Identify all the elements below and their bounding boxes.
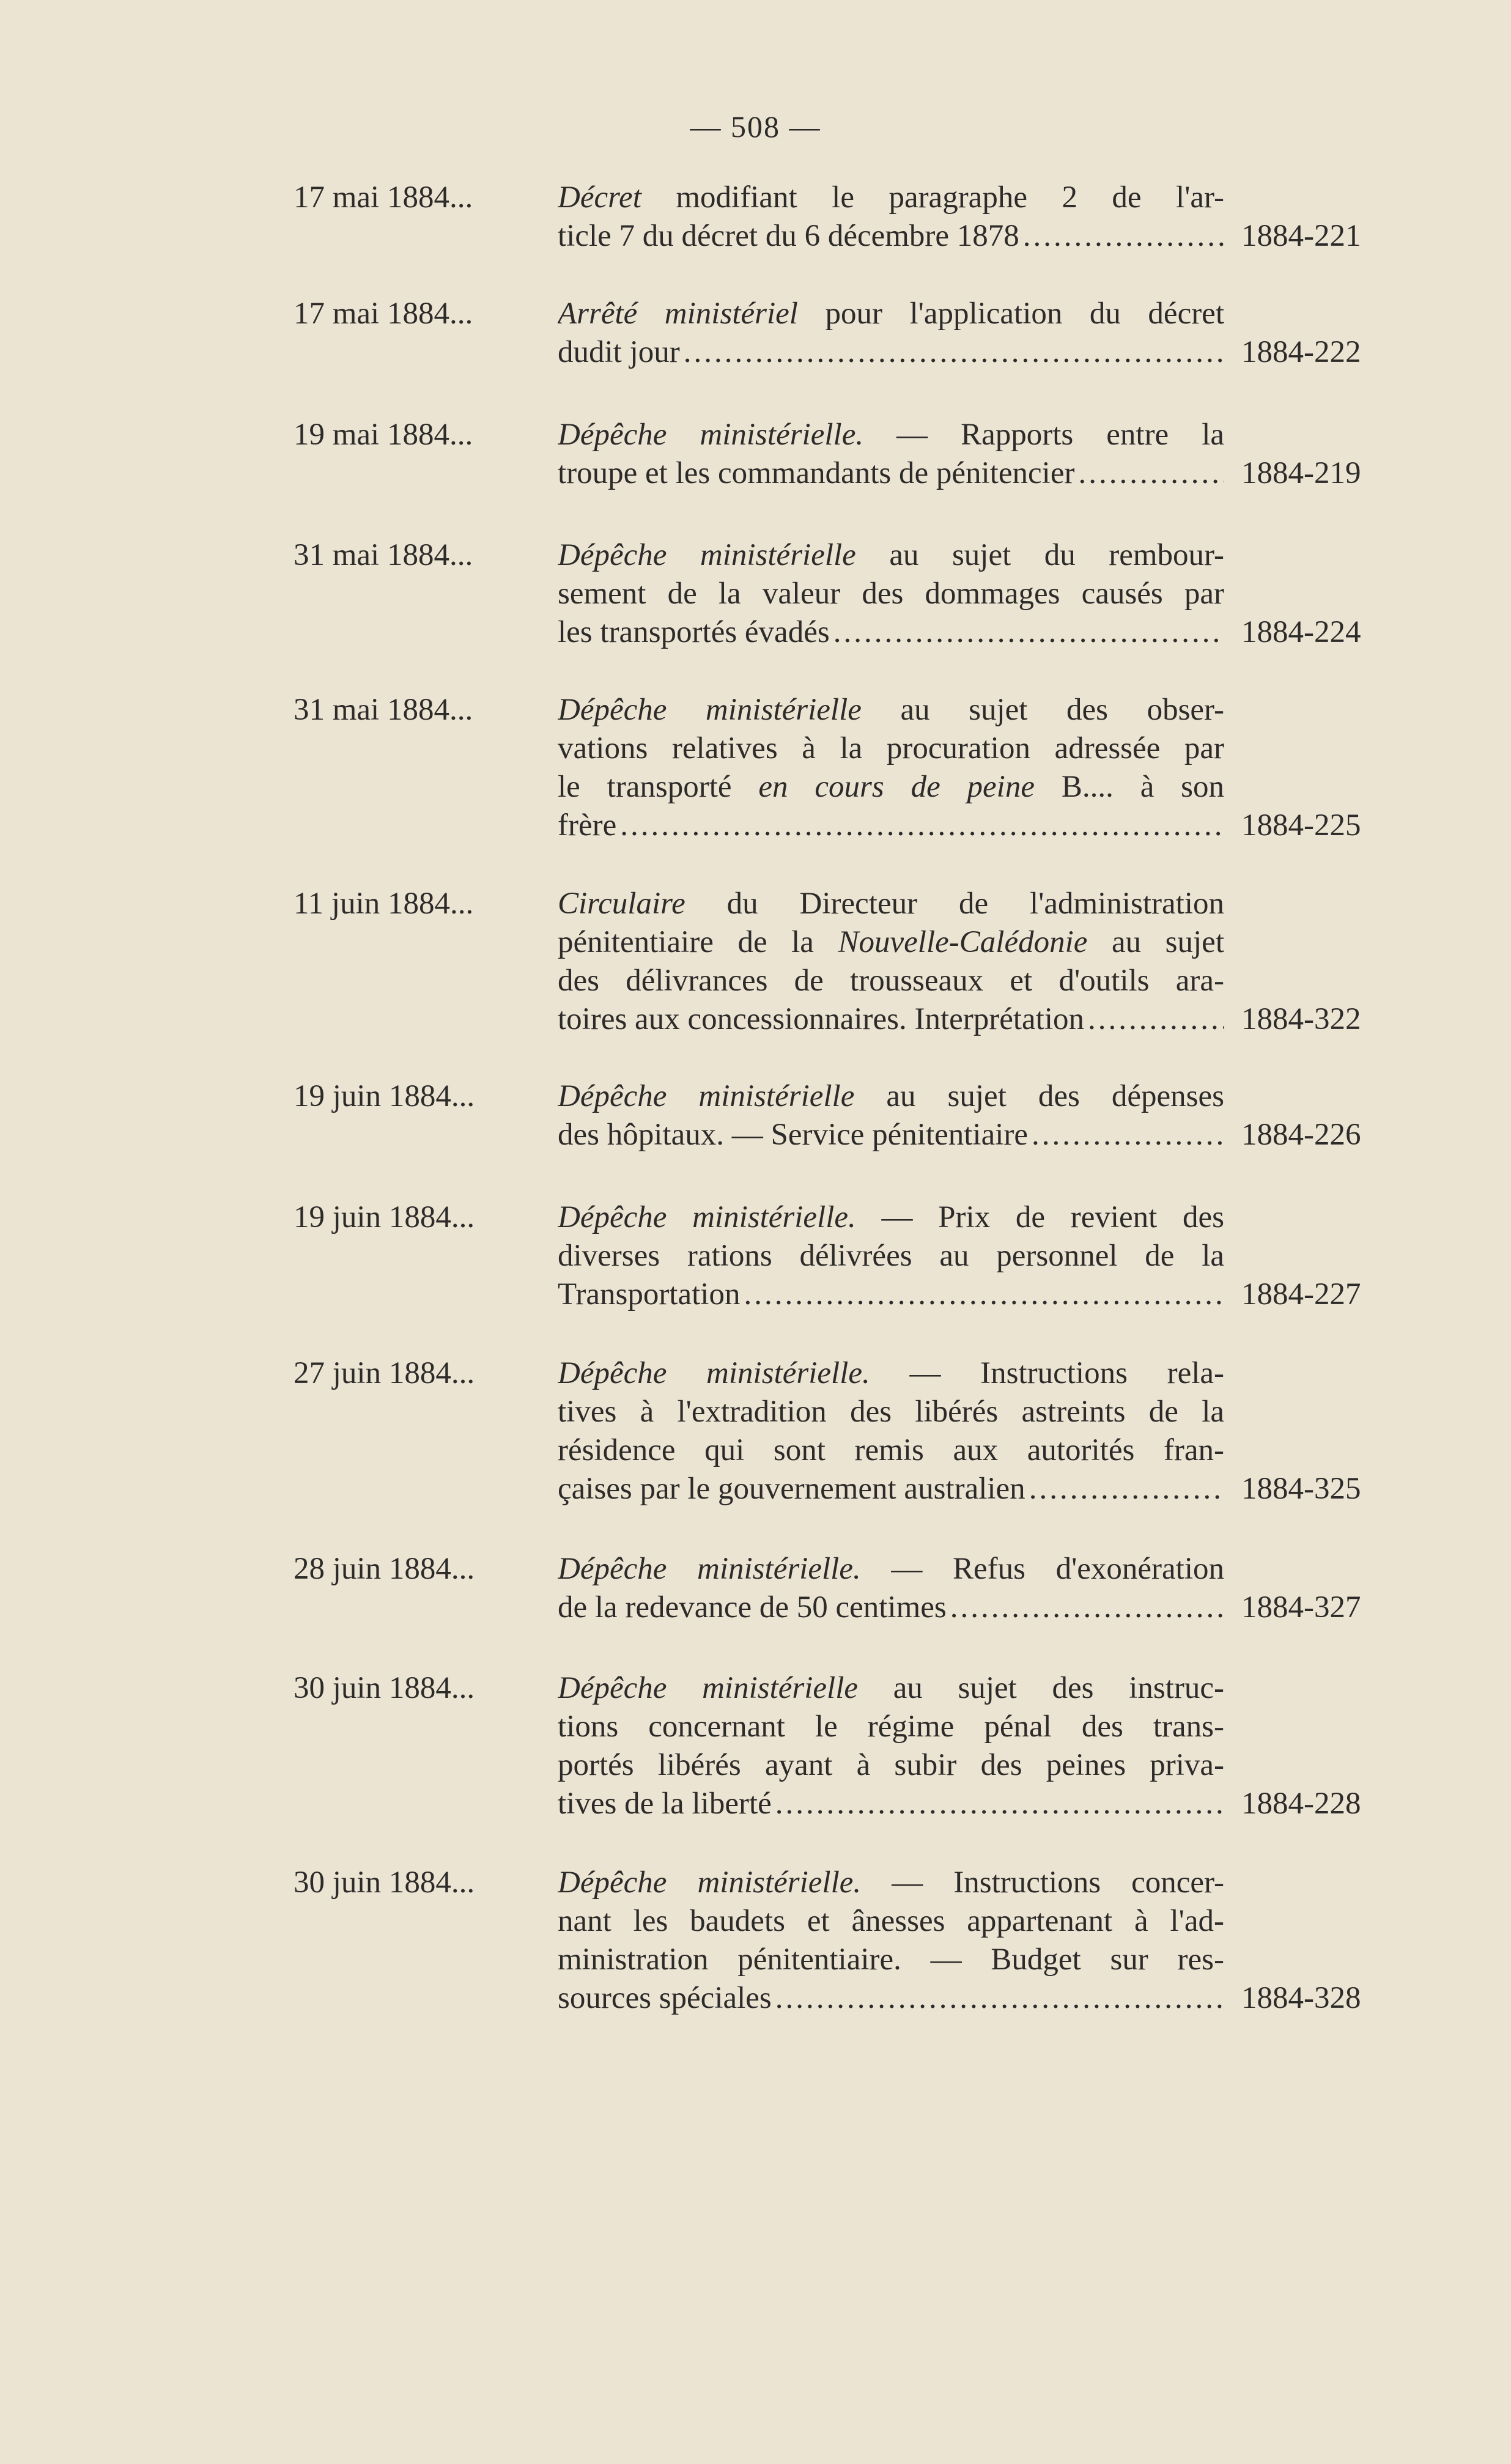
- line-text: — Prix de revient des: [855, 1200, 1224, 1234]
- description-line: [558, 768, 1224, 806]
- description-line: [558, 575, 1224, 613]
- leader-dots: [680, 333, 1224, 372]
- description-line: [558, 1077, 1224, 1116]
- document-type: Arrêté ministériel: [558, 297, 798, 331]
- emphasis-text: en cours de peine: [758, 770, 1035, 804]
- entry-date: 17 mai 1884...: [294, 180, 473, 215]
- reference-number: 1884-325: [1241, 1472, 1361, 1506]
- line-text: portés libérés ayant à subir des peines priva-: [558, 1748, 1224, 1782]
- description-line: [558, 1941, 1224, 1979]
- entry-description: [558, 885, 1224, 1039]
- line-text: au sujet des obser-: [861, 693, 1224, 727]
- document-type: Dépêche ministérielle: [558, 1671, 859, 1705]
- description-line: [558, 885, 1224, 923]
- description-line: [558, 217, 1224, 256]
- line-text: ministration pénitentiaire. — Budget sur res-: [558, 1942, 1224, 1977]
- description-line: [558, 416, 1224, 454]
- line-text: B.... à son: [1035, 770, 1224, 804]
- leader-dots: [740, 1275, 1224, 1314]
- line-text: au sujet: [1087, 925, 1224, 959]
- reference-number: 1884-224: [1241, 615, 1361, 649]
- entry-date: 19 juin 1884...: [294, 1079, 475, 1113]
- leader-dots: [1074, 454, 1224, 493]
- entry-description: [558, 1198, 1224, 1314]
- document-type: Dépêche ministérielle: [558, 693, 862, 727]
- line-text: au sujet des instruc-: [858, 1671, 1224, 1705]
- line-text: — Instructions concer-: [861, 1865, 1224, 1900]
- document-type: Dépêche ministérielle: [558, 1079, 855, 1113]
- line-text: tions concernant le régime pénal des trans-: [558, 1710, 1224, 1744]
- document-type: Dépêche ministérielle.: [558, 1200, 856, 1234]
- entry-description: [558, 1550, 1224, 1627]
- description-line: [558, 1354, 1224, 1393]
- line-text: du Directeur de l'administration: [685, 887, 1224, 921]
- line-text: résidence qui sont remis aux autorités fran-: [558, 1433, 1224, 1467]
- description-line: [558, 1275, 1224, 1314]
- line-text: vations relatives à la procuration adressée par: [558, 731, 1224, 765]
- line-text: des délivrances de trousseaux et d'outils ara-: [558, 964, 1224, 998]
- description-line: [558, 295, 1224, 333]
- leader-dots: [1084, 1000, 1224, 1039]
- line-text: — Instructions rela-: [870, 1356, 1224, 1390]
- document-type: Dépêche ministérielle: [558, 538, 856, 572]
- description-line: [558, 1708, 1224, 1746]
- description-line: [558, 333, 1224, 372]
- description-line: [558, 1393, 1224, 1431]
- line-text: troupe et les commandants de pénitencier: [558, 456, 1075, 490]
- reference-number: 1884-225: [1241, 808, 1361, 843]
- entry-date: 19 mai 1884...: [294, 418, 473, 452]
- line-text: ticle 7 du décret du 6 décembre 1878: [558, 219, 1019, 253]
- description-line: [558, 1431, 1224, 1470]
- entry-date: 31 mai 1884...: [294, 693, 473, 727]
- entry-description: [558, 691, 1224, 845]
- entry-date: 28 juin 1884...: [294, 1552, 475, 1586]
- description-line: [558, 1116, 1224, 1154]
- description-line: [558, 1746, 1224, 1785]
- entry-description: [558, 416, 1224, 493]
- line-text: pénitentiaire de la: [558, 925, 838, 959]
- line-text: au sujet des dépenses: [854, 1079, 1224, 1113]
- description-line: [558, 1669, 1224, 1708]
- line-text: les transportés évadés: [558, 615, 830, 649]
- entry-date: 31 mai 1884...: [294, 538, 473, 572]
- reference-number: 1884-222: [1241, 335, 1361, 369]
- description-line: [558, 179, 1224, 217]
- entry-description: [558, 1669, 1224, 1823]
- line-text: modifiant le paragraphe 2 de l'ar-: [641, 180, 1224, 215]
- line-text: diverses rations délivrées au personnel de la: [558, 1239, 1224, 1273]
- line-text: çaises par le gouvernement australien: [558, 1472, 1025, 1506]
- leader-dots: [1019, 217, 1224, 256]
- entry-date: 30 juin 1884...: [294, 1671, 475, 1705]
- line-text: dudit jour: [558, 335, 680, 369]
- line-text: — Refus d'exonération: [860, 1552, 1224, 1586]
- description-line: [558, 923, 1224, 962]
- leader-dots: [1025, 1470, 1224, 1508]
- leader-dots: [1028, 1116, 1224, 1154]
- line-text: Transportation: [558, 1277, 741, 1311]
- document-type: Dépêche ministérielle.: [558, 1865, 862, 1900]
- line-text: sources spéciales: [558, 1981, 772, 2015]
- line-text: pour l'application du décret: [797, 297, 1224, 331]
- leader-dots: [830, 613, 1224, 652]
- document-type: Dépêche ministérielle.: [558, 418, 864, 452]
- page-number: — 508 —: [690, 109, 821, 144]
- description-line: [558, 1000, 1224, 1039]
- reference-number: 1884-228: [1241, 1787, 1361, 1821]
- line-text: des hôpitaux. — Service pénitentiaire: [558, 1118, 1029, 1152]
- reference-number: 1884-328: [1241, 1981, 1361, 2015]
- entry-description: [558, 1864, 1224, 2018]
- description-line: [558, 1864, 1224, 1902]
- description-line: [558, 1470, 1224, 1508]
- leader-dots: [947, 1588, 1224, 1627]
- description-line: [558, 1550, 1224, 1588]
- description-line: [558, 806, 1224, 845]
- entry-description: [558, 179, 1224, 256]
- line-text: tives à l'extradition des libérés astreints de la: [558, 1395, 1224, 1429]
- entry-description: [558, 536, 1224, 652]
- line-text: le transporté: [558, 770, 759, 804]
- entry-date: 11 juin 1884...: [294, 887, 474, 921]
- reference-number: 1884-227: [1241, 1277, 1361, 1311]
- leader-dots: [772, 1979, 1224, 2018]
- description-line: [558, 729, 1224, 768]
- description-line: [558, 1979, 1224, 2018]
- description-line: [558, 536, 1224, 575]
- line-text: au sujet du rembour-: [855, 538, 1224, 572]
- reference-number: 1884-327: [1241, 1590, 1361, 1625]
- entry-date: 19 juin 1884...: [294, 1200, 475, 1234]
- description-line: [558, 1785, 1224, 1823]
- reference-number: 1884-221: [1241, 219, 1361, 253]
- entry-date: 30 juin 1884...: [294, 1865, 475, 1900]
- leader-dots: [616, 806, 1224, 845]
- entry-date: 27 juin 1884...: [294, 1356, 475, 1390]
- entry-description: [558, 1077, 1224, 1154]
- entry-description: [558, 1354, 1224, 1508]
- emphasis-text: Nouvelle-Calédonie: [838, 925, 1088, 959]
- line-text: tives de la liberté: [558, 1787, 772, 1821]
- reference-number: 1884-219: [1241, 456, 1361, 490]
- document-type: Dépêche ministérielle.: [558, 1356, 870, 1390]
- leader-dots: [772, 1785, 1224, 1823]
- description-line: [558, 1198, 1224, 1237]
- line-text: de la redevance de 50 centimes: [558, 1590, 947, 1625]
- description-line: [558, 454, 1224, 493]
- reference-number: 1884-322: [1241, 1002, 1361, 1036]
- line-text: nant les baudets et ânesses appartenant à l'ad-: [558, 1904, 1224, 1938]
- description-line: [558, 613, 1224, 652]
- line-text: sement de la valeur des dommages causés par: [558, 577, 1224, 611]
- line-text: toires aux concessionnaires. Interprétation: [558, 1002, 1085, 1036]
- reference-number: 1884-226: [1241, 1118, 1361, 1152]
- line-text: — Rapports entre la: [863, 418, 1224, 452]
- description-line: [558, 691, 1224, 729]
- document-type: Décret: [558, 180, 641, 215]
- line-text: frère: [558, 808, 617, 843]
- description-line: [558, 1588, 1224, 1627]
- entry-description: [558, 295, 1224, 372]
- description-line: [558, 1237, 1224, 1275]
- entry-date: 17 mai 1884...: [294, 297, 473, 331]
- document-type: Dépêche ministérielle.: [558, 1552, 861, 1586]
- description-line: [558, 962, 1224, 1000]
- document-type: Circulaire: [558, 887, 685, 921]
- description-line: [558, 1902, 1224, 1941]
